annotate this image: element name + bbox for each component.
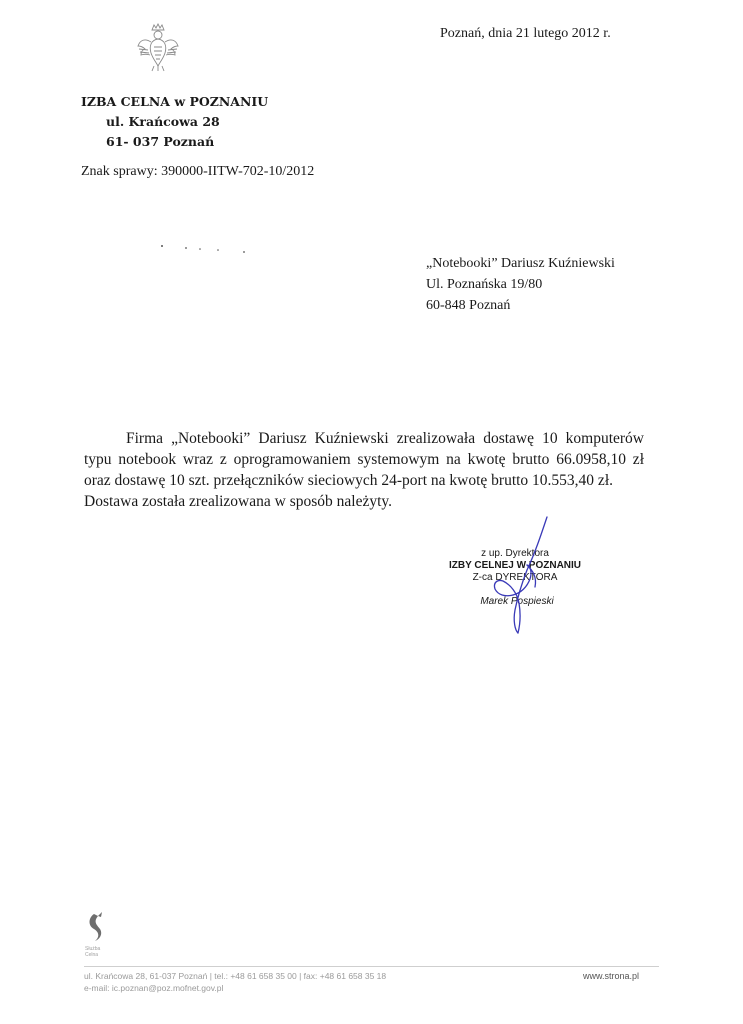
body-closing: Dostawa została zrealizowana w sposób należyty. (84, 493, 393, 510)
logo-text-2: Celna (85, 952, 99, 958)
recipient-name: „Notebooki” Dariusz Kuźniewski (426, 256, 615, 271)
sender-city: 61- 037 Poznań (106, 134, 215, 149)
logo-text-1: Służba (85, 946, 101, 952)
stamp-line-1: z up. Dyrektora (481, 548, 549, 559)
stamp-signatory-name: Marek Pospieski (480, 596, 554, 607)
letter-body (84, 428, 644, 512)
stamp-line-2: IZBY CELNEJ W POZNANIU (448, 560, 582, 571)
scan-specks (150, 238, 260, 258)
footer-address: ul. Krańcowa 28, 61-037 Poznań | tel.: +48 61 658 35 00 | fax: +48 61 658 35 18 (84, 971, 387, 981)
handwritten-signature-icon (475, 515, 565, 640)
footer-divider (84, 966, 659, 967)
footer-contact (84, 970, 386, 994)
sender-address-block (81, 92, 268, 152)
stamp-line-3: Z-ca DYREKTORA (472, 572, 558, 583)
sender-street: ul. Krańcowa 28 (106, 114, 220, 129)
footer-email[interactable]: e-mail: ic.poznan@poz.mofnet.gov.pl (84, 983, 224, 993)
recipient-address-block (426, 253, 615, 316)
sender-name: IZBA CELNA w POZNANIU (81, 94, 269, 109)
polish-eagle-emblem-icon (135, 22, 181, 72)
footer-website-link[interactable]: www.strona.pl (583, 971, 640, 981)
case-reference: Znak sprawy: 390000-IITW-702-10/2012 (81, 164, 315, 179)
sluzba-celna-logo-icon (84, 908, 120, 958)
recipient-street: Ul. Poznańska 19/80 (426, 277, 543, 292)
recipient-city: 60-848 Poznań (426, 298, 511, 313)
body-paragraph: Firma „Notebooki” Dariusz Kuźniewski zrealizowała dostawę 10 komputerów typu notebook wraz z oprogramowaniem systemowym na kwotę brutto 66.0958,10 zł oraz dostawę 10 szt. przełączników sieciowych 24-port na kwotę brutto 10.553,40 zł. (84, 430, 644, 489)
letter-date: Poznań, dnia 21 lutego 2012 r. (440, 26, 611, 41)
